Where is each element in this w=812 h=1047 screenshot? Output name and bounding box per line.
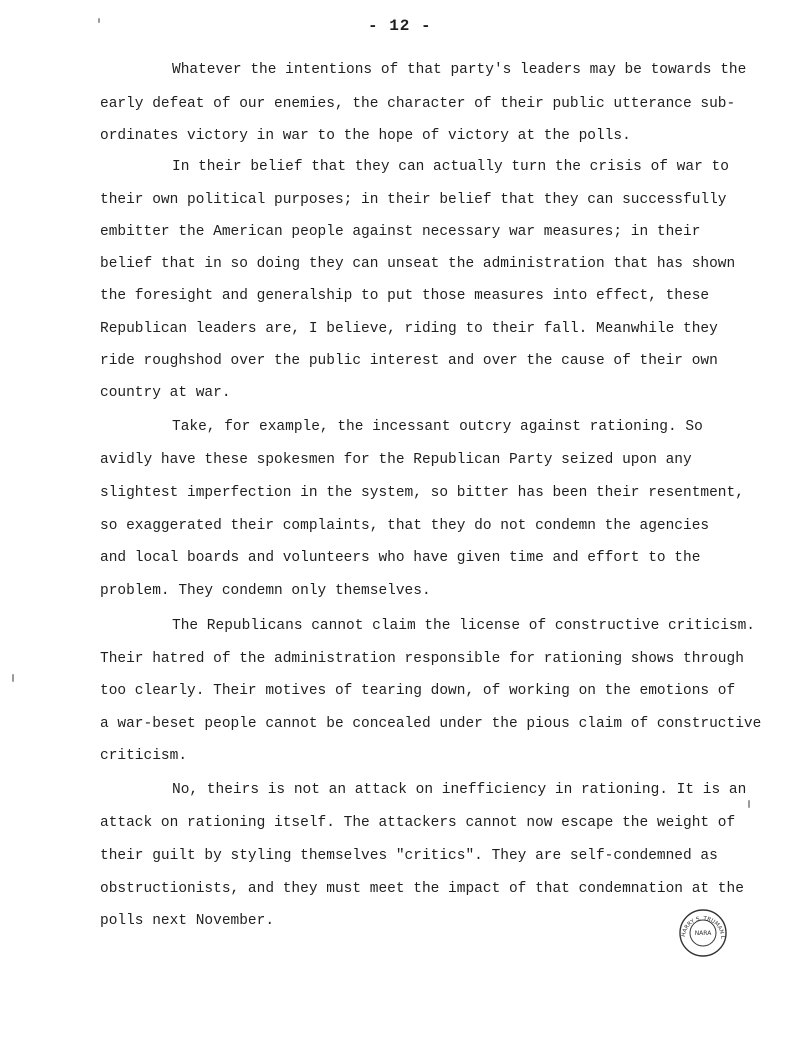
text-line: The Republicans cannot claim the license of constructive criticism. <box>172 618 755 634</box>
text-line: so exaggerated their complaints, that they do not condemn the agencies <box>100 518 710 534</box>
text-line: In their belief that they can actually turn the crisis of war to <box>172 159 729 175</box>
paper-mark <box>98 18 100 23</box>
paper-mark <box>748 800 750 808</box>
text-line: belief that in so doing they can unseat the administration that has shown <box>100 256 736 272</box>
library-stamp-icon <box>678 908 728 958</box>
text-line: attack on rationing itself. The attackers cannot now escape the weight of <box>100 815 736 831</box>
text-line: Take, for example, the incessant outcry against rationing. So <box>172 419 703 435</box>
text-line: Whatever the intentions of that party's leaders may be towards the <box>172 62 747 78</box>
text-line: the foresight and generalship to put those measures into effect, these <box>100 288 710 304</box>
text-line: their guilt by styling themselves "critics". They are self-condemned as <box>100 848 718 864</box>
stamp-center-text: NARA <box>694 930 712 937</box>
text-line: ride roughshod over the public interest and over the cause of their own <box>100 353 718 369</box>
text-line: and local boards and volunteers who have given time and effort to the <box>100 550 701 566</box>
text-line: polls next November. <box>100 913 275 929</box>
text-line: No, theirs is not an attack on inefficiency in rationing. It is an <box>172 782 747 798</box>
text-line: early defeat of our enemies, the character of their public utterance sub- <box>100 96 736 112</box>
text-line: too clearly. Their motives of tearing down, of working on the emotions of <box>100 683 736 699</box>
text-line: Their hatred of the administration responsible for rationing shows through <box>100 651 744 667</box>
text-line: criticism. <box>100 748 188 764</box>
text-line: obstructionists, and they must meet the impact of that condemnation at the <box>100 881 744 897</box>
text-line: slightest imperfection in the system, so bitter has been their resentment, <box>100 485 744 501</box>
text-line: country at war. <box>100 385 231 401</box>
text-line: embitter the American people against necessary war measures; in their <box>100 224 701 240</box>
stamp-ring-text: HARRY S. TRUMAN L <box>680 915 726 940</box>
page-number: - 12 - <box>368 17 432 35</box>
text-line: problem. They condemn only themselves. <box>100 583 431 599</box>
text-line: avidly have these spokesmen for the Republican Party seized upon any <box>100 452 692 468</box>
text-line: Republican leaders are, I believe, riding to their fall. Meanwhile they <box>100 321 718 337</box>
text-line: a war-beset people cannot be concealed under the pious claim of constructive <box>100 716 762 732</box>
text-line: their own political purposes; in their belief that they can successfully <box>100 192 727 208</box>
paper-mark <box>12 674 14 682</box>
text-line: ordinates victory in war to the hope of victory at the polls. <box>100 128 631 144</box>
